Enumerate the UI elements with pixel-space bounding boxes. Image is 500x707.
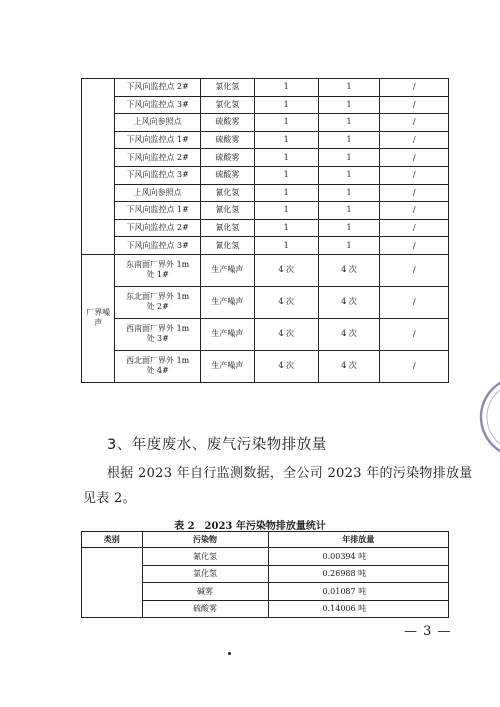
header-cell: 类别 xyxy=(82,532,143,548)
pollutant-cell: 氯化氢 xyxy=(142,565,268,583)
monitoring-table xyxy=(81,78,449,383)
value-cell: 1 xyxy=(318,114,380,132)
value-cell: / xyxy=(380,79,449,97)
point-cell: 上风向参照点 xyxy=(115,184,200,202)
amount-cell: 0.26988 吨 xyxy=(268,565,448,583)
point-line: 处 3# xyxy=(146,334,169,344)
value-cell: / xyxy=(380,286,449,318)
value-cell: / xyxy=(380,219,449,237)
table-title: 表 2 2023 年污染物排放量统计 xyxy=(174,521,326,532)
point-cell xyxy=(115,350,200,382)
pollutant-cell: 氰化氢 xyxy=(200,219,254,237)
point-cell xyxy=(115,318,200,350)
table-row xyxy=(82,131,449,149)
point-line: 处 4# xyxy=(146,366,169,376)
value-cell: 1 xyxy=(318,149,380,167)
seal-fragment xyxy=(476,372,500,462)
value-cell: 1 xyxy=(318,237,380,255)
amount-cell: 0.01087 吨 xyxy=(268,583,448,601)
pollutant-cell: 硫酸雾 xyxy=(200,131,254,149)
table-row xyxy=(82,254,449,286)
point-cell: 下风向监控点 3# xyxy=(115,96,200,114)
value-cell: / xyxy=(380,131,449,149)
pollutant-cell: 氰化氢 xyxy=(200,202,254,220)
value-cell: 1 xyxy=(318,166,380,184)
pollutant-cell: 硫酸雾 xyxy=(200,166,254,184)
value-cell: 1 xyxy=(254,237,318,255)
value-cell: 1 xyxy=(318,219,380,237)
pollutant-cell: 硫酸雾 xyxy=(200,149,254,167)
table-row xyxy=(82,184,449,202)
table-row xyxy=(82,318,449,350)
point-cell: 下风向监控点 3# xyxy=(115,166,200,184)
category-cell-noise xyxy=(82,254,115,382)
value-cell: 1 xyxy=(254,149,318,167)
body-paragraph-line: 见表 2。 xyxy=(83,491,136,506)
pollutant-cell: 氯化氢 xyxy=(200,96,254,114)
pollutant-cell: 生产噪声 xyxy=(200,350,254,382)
value-cell: 1 xyxy=(254,131,318,149)
pollutant-cell: 生产噪声 xyxy=(200,286,254,318)
pollutant-cell: 硫酸雾 xyxy=(200,114,254,132)
category-cell xyxy=(82,548,143,618)
value-cell: / xyxy=(380,350,449,382)
emission-table xyxy=(81,531,449,618)
value-cell: 1 xyxy=(318,184,380,202)
table-row xyxy=(82,237,449,255)
value-cell: 1 xyxy=(254,202,318,220)
value-cell: 1 xyxy=(318,202,380,220)
point-line: 西南面厂界外 1m xyxy=(126,324,190,334)
value-cell: 4 次 xyxy=(318,286,380,318)
table-row xyxy=(82,548,449,566)
value-cell: 1 xyxy=(254,219,318,237)
point-cell: 下风向监控点 1# xyxy=(115,202,200,220)
value-cell: / xyxy=(380,254,449,286)
value-cell: / xyxy=(380,96,449,114)
value-cell: / xyxy=(380,202,449,220)
point-cell xyxy=(115,286,200,318)
pollutant-cell: 氰化氢 xyxy=(142,548,268,566)
value-cell: 4 次 xyxy=(254,254,318,286)
point-cell: 上风向参照点 xyxy=(115,114,200,132)
amount-cell: 0.00394 吨 xyxy=(268,548,448,566)
pollutant-cell: 氰化氢 xyxy=(200,184,254,202)
seal-icon xyxy=(476,372,500,462)
table-header-row xyxy=(82,532,449,548)
pollutant-cell: 碱雾 xyxy=(142,583,268,601)
pollutant-cell: 氯化氢 xyxy=(200,79,254,97)
point-line: 东南面厂界外 1m xyxy=(126,260,190,270)
amount-cell: 0.14006 吨 xyxy=(268,600,448,618)
value-cell: 1 xyxy=(254,79,318,97)
category-label-line: 声 xyxy=(94,318,103,328)
point-cell: 下风向监控点 2# xyxy=(115,79,200,97)
point-line: 处 1# xyxy=(146,270,169,280)
section-heading: 3、年度废水、废气污染物排放量 xyxy=(107,437,327,453)
value-cell: 4 次 xyxy=(318,350,380,382)
body-paragraph-line: 根据 2023 年自行监测数据，全公司 2023 年的污染物排放量 xyxy=(107,466,473,481)
header-cell: 年排放量 xyxy=(268,532,448,548)
value-cell: 4 次 xyxy=(318,254,380,286)
point-cell xyxy=(115,254,200,286)
value-cell: 1 xyxy=(318,96,380,114)
value-cell: 1 xyxy=(254,166,318,184)
table-row xyxy=(82,166,449,184)
table-row xyxy=(82,114,449,132)
value-cell: / xyxy=(380,114,449,132)
table-row xyxy=(82,350,449,382)
table-row xyxy=(82,219,449,237)
point-cell: 下风向监控点 2# xyxy=(115,149,200,167)
value-cell: 1 xyxy=(254,96,318,114)
value-cell: 1 xyxy=(318,131,380,149)
point-cell: 下风向监控点 3# xyxy=(115,237,200,255)
value-cell: / xyxy=(380,149,449,167)
header-cell: 污染物 xyxy=(142,532,268,548)
pollutant-cell: 氰化氢 xyxy=(200,237,254,255)
category-cell xyxy=(82,79,115,255)
table-row xyxy=(82,96,449,114)
value-cell: 4 次 xyxy=(254,286,318,318)
value-cell: / xyxy=(380,318,449,350)
value-cell: 1 xyxy=(318,79,380,97)
value-cell: 4 次 xyxy=(254,350,318,382)
category-label-line: 厂界噪 xyxy=(86,308,111,318)
value-cell: / xyxy=(380,184,449,202)
pollutant-cell: 生产噪声 xyxy=(200,318,254,350)
value-cell: 4 次 xyxy=(254,318,318,350)
page-number: — 3 — xyxy=(404,624,452,639)
table-row xyxy=(82,286,449,318)
table-row xyxy=(82,202,449,220)
table-row xyxy=(82,149,449,167)
table-row xyxy=(82,79,449,97)
bottom-dot-mark xyxy=(228,652,231,655)
pollutant-cell: 生产噪声 xyxy=(200,254,254,286)
point-cell: 下风向监控点 1# xyxy=(115,131,200,149)
pollutant-cell: 硫酸雾 xyxy=(142,600,268,618)
point-line: 东北面厂界外 1m xyxy=(126,292,190,302)
value-cell: / xyxy=(380,237,449,255)
point-cell: 下风向监控点 2# xyxy=(115,219,200,237)
point-line: 西北面厂界外 1m xyxy=(126,356,190,366)
value-cell: 4 次 xyxy=(318,318,380,350)
value-cell: / xyxy=(380,166,449,184)
value-cell: 1 xyxy=(254,184,318,202)
value-cell: 1 xyxy=(254,114,318,132)
point-line: 处 2# xyxy=(146,302,169,312)
